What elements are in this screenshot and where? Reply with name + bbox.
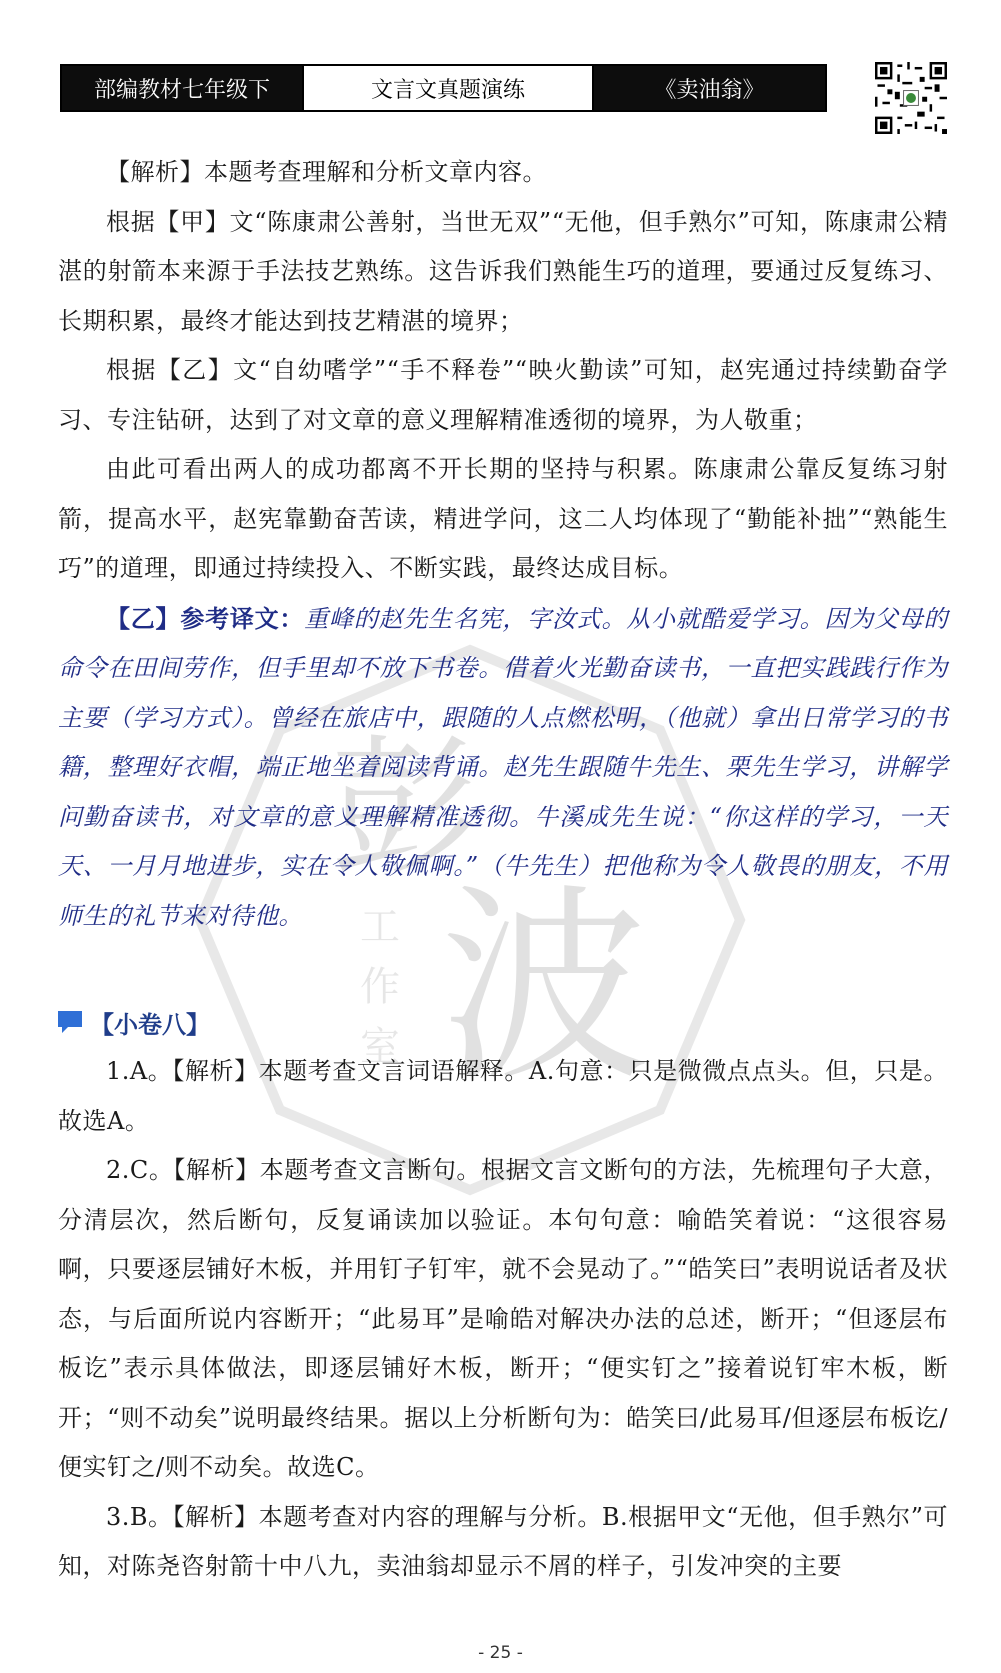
analysis-intro	[58, 148, 948, 198]
watermark-small-1: 工	[360, 904, 400, 950]
answer-item: 1.A。【解析】本题考查文言词语解释。A.句意：只是微微点点头。但，只是。故选A。	[58, 1057, 948, 1135]
header-bar	[60, 64, 827, 112]
paragraph-yi: 根据【乙】文“自幼嗜学”“手不释卷”“映火勤读”可知，赵宪通过持续勤奋学习、专注钻研，达到了对文章的意义理解精准透彻的境界，为人敬重；	[58, 356, 948, 434]
page-number: - 25 -	[478, 1643, 523, 1663]
page-content	[58, 148, 948, 1592]
qr-code-icon	[875, 62, 947, 134]
watermark-char-1: 彭	[330, 722, 481, 896]
section-heading	[56, 997, 948, 1047]
reference-translation	[58, 594, 948, 942]
header-grade: 部编教材七年级下	[62, 66, 302, 110]
header-topic: 文言文真题演练	[302, 66, 594, 110]
header-lesson: 《卖油翁》	[594, 66, 825, 110]
section-title: 【小卷八】	[90, 1010, 210, 1039]
analysis-label: 【解析】	[106, 158, 204, 186]
translation-text: 重峰的赵先生名宪，字汝式。从小就酷爱学习。因为父母的命令在田间劳作，但手里却不放下书卷。借着火光勤奋读书，一直把实践践行作为主要（学习方式）。曾经在旅店中，跟随的人点燃松明，（他就）拿出日常学习的书籍，整理好衣帽，端正地坐着阅读背诵。赵先生跟随牛先生、栗先生学习，讲解学问勤奋读书，对文章的意义理解精准透彻。牛溪成先生说：“你这样的学习，一天天、一月月地进步，实在令人敬佩啊。”（牛先生）把他称为令人敬畏的朋友，不用师生的礼节来对待他。	[58, 604, 949, 930]
paragraph-summary: 由此可看出两人的成功都离不开长期的坚持与积累。陈康肃公靠反复练习射箭，提高水平，赵宪靠勤奋苦读，精进学问，这二人均体现了“勤能补拙”“熟能生巧”的道理，即通过持续投入、不断实践，最终达成目标。	[58, 455, 948, 582]
translation-label: 【乙】参考译文：	[106, 603, 305, 633]
answer-item: 2.C。【解析】本题考查文言断句。根据文言文断句的方法，先梳理句子大意，分清层次，然后断句，反复诵读加以验证。本句句意：喻皓笑着说：“这很容易啊，只要逐层铺好木板，并用钉子钉牢，就不会晃动了。”“皓笑曰”表明说话者及状态，与后面所说内容断开；“此易耳”是喻皓对解决办法的总述，断开；“但逐层布板讫”表示具体做法，即逐层铺好木板，断开；“便实钉之”接着说钉牢木板，断开；“则不动矣”说明最终结果。据以上分析断句为：皓笑曰/此易耳/但逐层布板讫/便实钉之/则不动矣。故选C。	[58, 1156, 948, 1481]
answer-item: 3.B。【解析】本题考查对内容的理解与分析。B.根据甲文“无他，但手熟尔”可知，对陈尧咨射箭十中八九，卖油翁却显示不屑的样子，引发冲突的主要	[58, 1502, 948, 1580]
paragraph-jia: 根据【甲】文“陈康肃公善射，当世无双”“无他，但手熟尔”可知，陈康肃公精湛的射箭本来源于手法技艺熟练。这告诉我们熟能生巧的道理，要通过反复练习、长期积累，最终才能达到技艺精湛的境界；	[58, 207, 948, 335]
analysis-text: 本题考查理解和分析文章内容。	[204, 158, 547, 186]
watermark-small-2: 作	[360, 964, 400, 1010]
watermark-char-2: 波	[440, 865, 651, 1110]
watermark-small-3: 室	[360, 1024, 400, 1070]
speech-bubble-icon	[56, 1009, 84, 1035]
